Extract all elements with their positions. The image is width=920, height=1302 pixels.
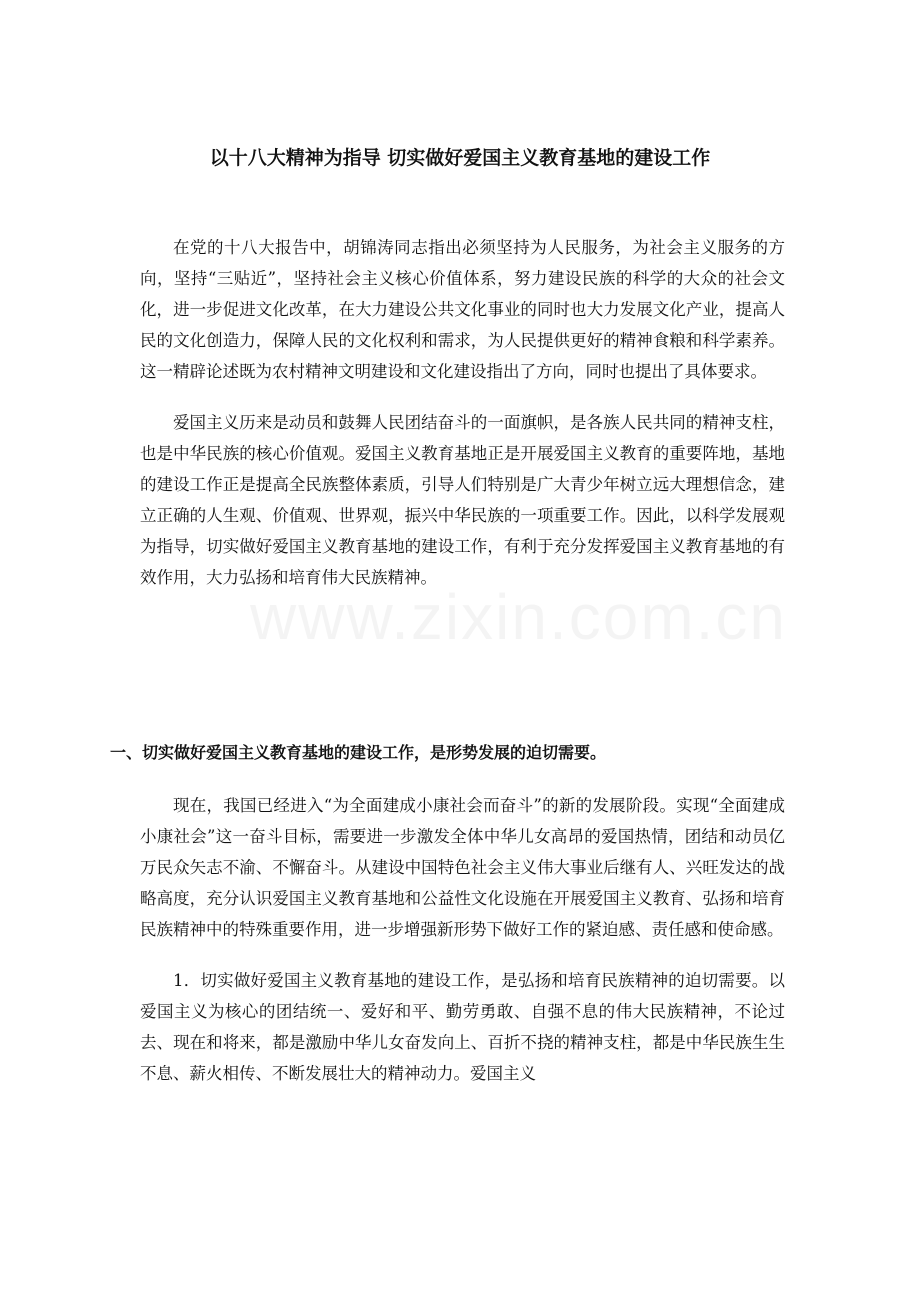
document-title: 以十八大精神为指导 切实做好爱国主义教育基地的建设工作 [209,147,711,169]
paragraph-point-1: 1．切实做好爱国主义教育基地的建设工作，是弘扬和培育民族精神的迫切需要。以爱国主义为核心的团结统一、爱好和平、勤劳勇敢、自强不息的伟大民族精神，不论过去、现在和将来，都是激励中华儿女奋发向上、百折不挠的精神支柱，都是中华民族生生不息、薪火相传、不断发展壮大的精神动力。爱国主义 [140,971,785,1083]
paragraph-patriotism: 爱国主义历来是动员和鼓舞人民团结奋斗的一面旗帜，是各族人民共同的精神支柱，也是中华民族的核心价值观。爱国主义教育基地正是开展爱国主义教育的重要阵地，基地的建设工作正是提高全民族整体素质，引导人们特别是广大青少年树立远大理想信念，建立正确的人生观、价值观、世界观，振兴中华民族的一项重要工作。因此，以科学发展观为指导，切实做好爱国主义教育基地的建设工作，有利于充分发挥爱国主义教育基地的有效作用，大力弘扬和培育伟大民族精神。 [140,413,785,587]
document-body [140,232,785,613]
section-1-body [140,790,785,1109]
paragraph-situation: 现在，我国已经进入“为全面建成小康社会而奋斗”的新的发展阶段。实现“全面建成小康社会”这一奋斗目标，需要进一步激发全体中华儿女高昂的爱国热情，团结和动员亿万民众矢志不渝、不懈奋斗。从建设中国特色社会主义伟大事业后继有人、兴旺发达的战略高度，充分认识爱国主义教育基地和公益性文化设施在开展爱国主义教育、弘扬和培育民族精神中的特殊重要作用，进一步增强新形势下做好工作的紧迫感、责任感和使命感。 [140,796,785,939]
paragraph-intro: 在党的十八大报告中，胡锦涛同志指出必须坚持为人民服务，为社会主义服务的方向，坚持“三贴近”，坚持社会主义核心价值体系，努力建设民族的科学的大众的社会文化，进一步促进文化改革，在大力建设公共文化事业的同时也大力发展文化产业，提高人民的文化创造力，保障人民的文化权利和需求，为人民提供更好的精神食粮和科学素养。这一精辟论述既为农村精神文明建设和文化建设指出了方向，同时也提出了具体要求。 [140,238,785,381]
section-heading: 一、切实做好爱国主义教育基地的建设工作，是形势发展的迫切需要。 [110,743,607,762]
section-1 [110,737,790,788]
